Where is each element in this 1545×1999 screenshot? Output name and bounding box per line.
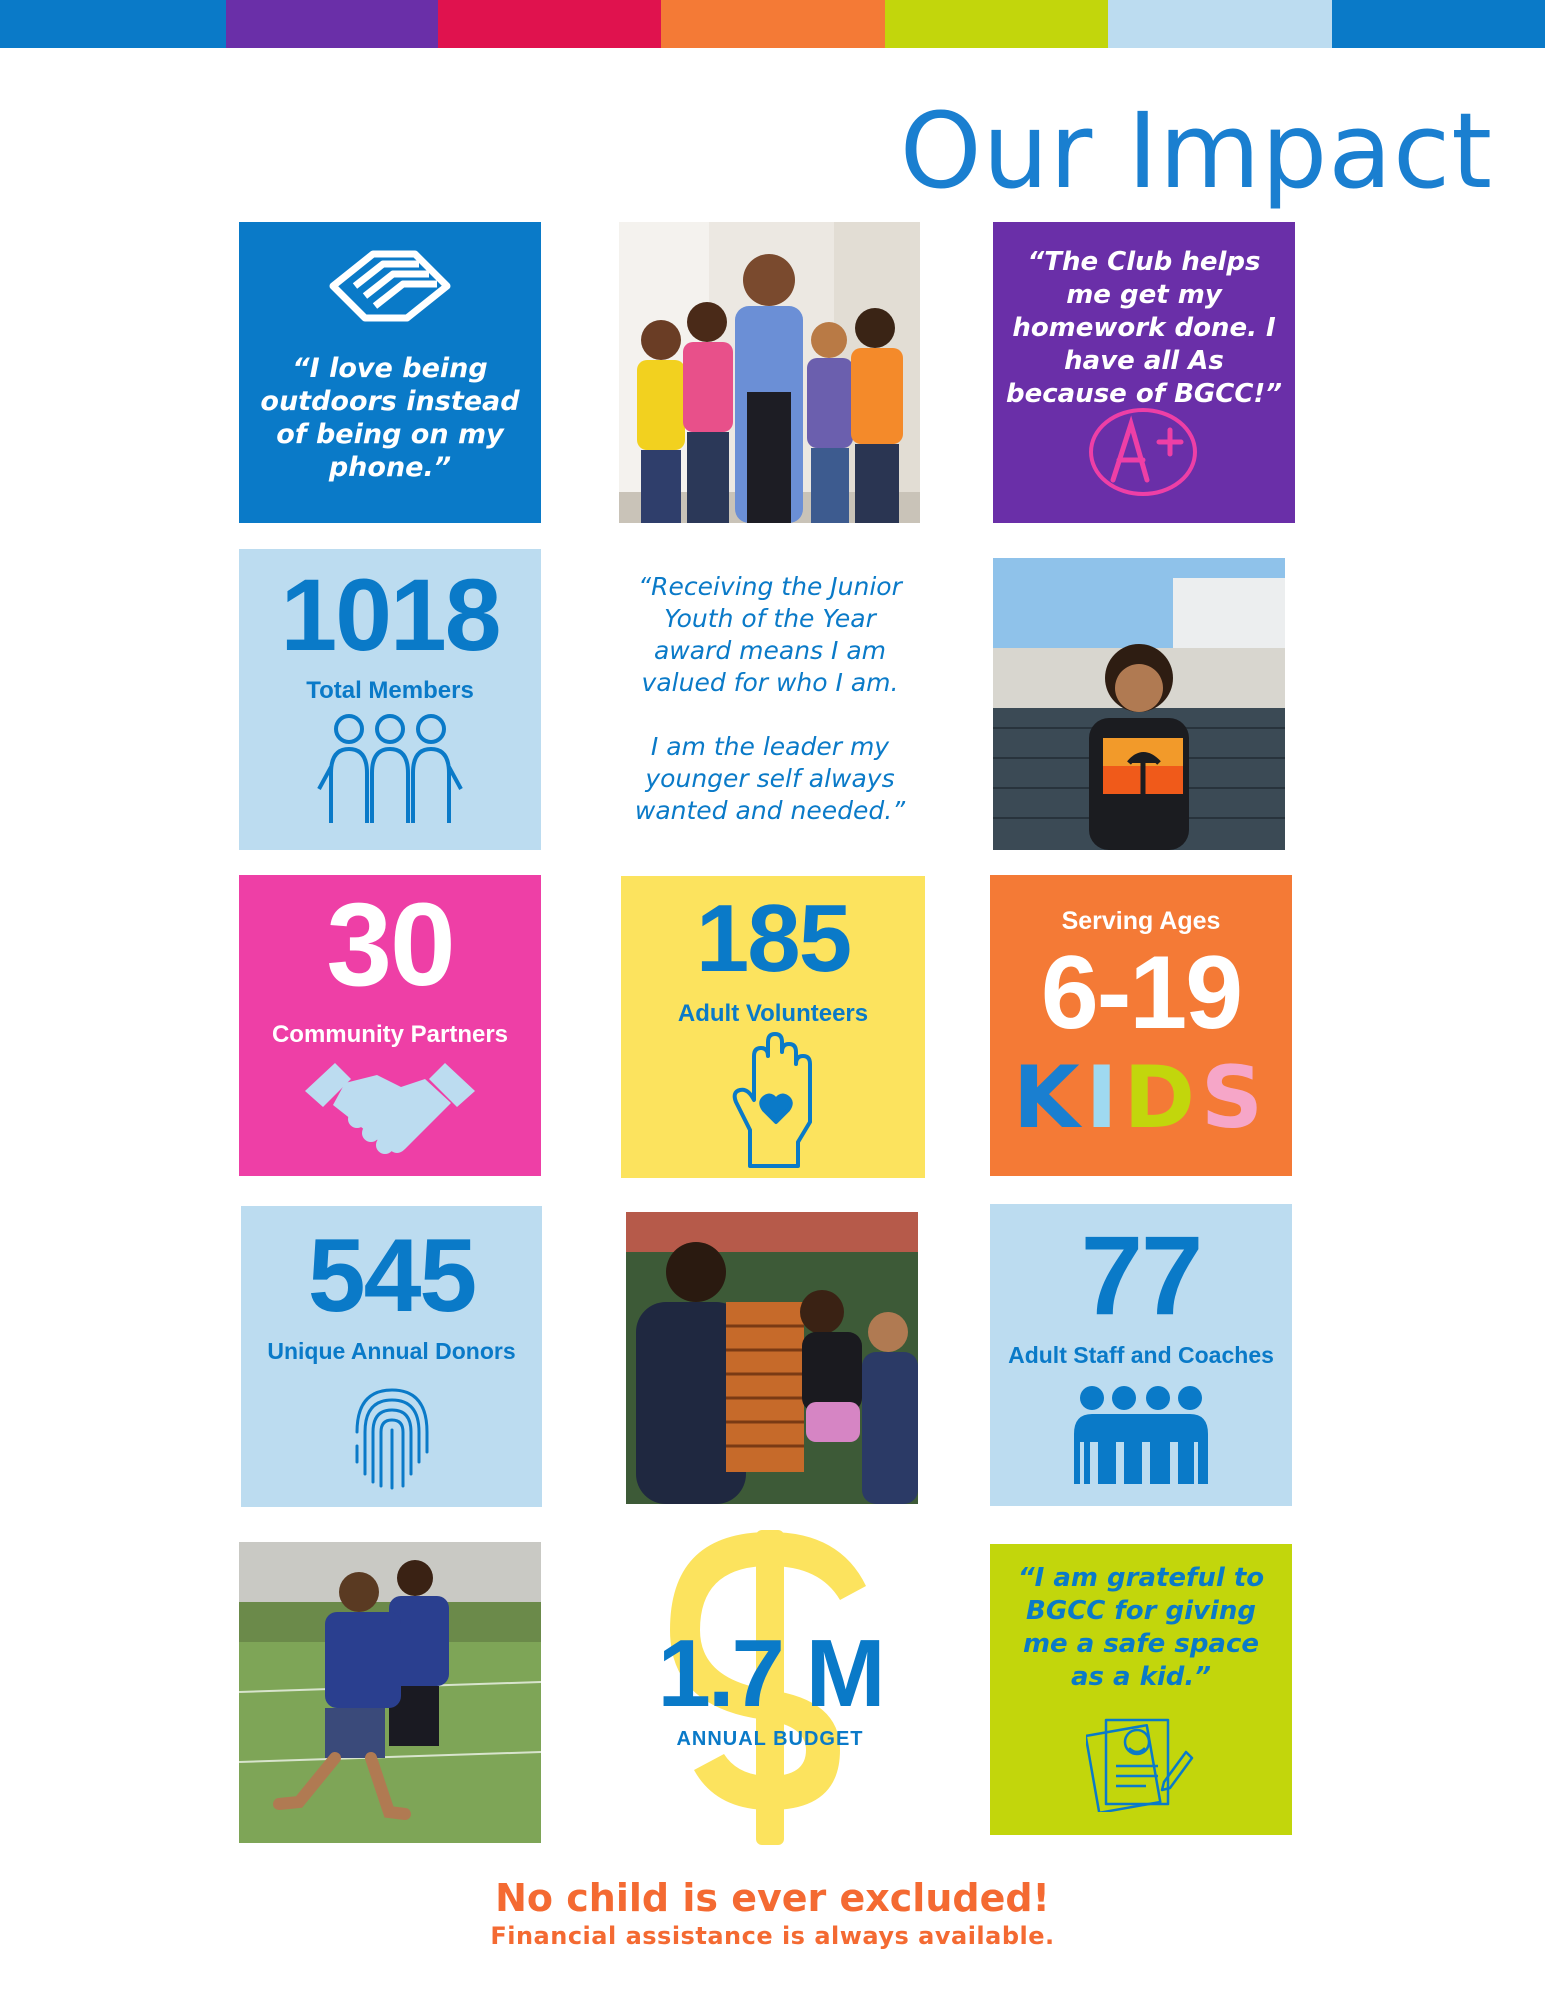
budget-value: 1.7 M: [657, 1620, 883, 1727]
stripe-light-blue: [1108, 0, 1332, 48]
kids-letter-d: D: [1123, 1048, 1202, 1148]
kids-letter-k: K: [1013, 1048, 1086, 1148]
stat-label: Adult Staff and Coaches: [1008, 1342, 1274, 1368]
budget-label: ANNUAL BUDGET: [676, 1728, 864, 1750]
clasped-hands-logo-icon: [325, 246, 455, 326]
stat-label: Unique Annual Donors: [267, 1338, 516, 1364]
quote-line-2: I am the leader my younger self always wanted and needed.”: [634, 732, 906, 825]
footer-subline: Financial assistance is always available.: [490, 1922, 1055, 1950]
three-people-icon: [315, 711, 465, 831]
quote-text: “The Club helps me get my homework done. I have all As because of BGCC!”: [1005, 247, 1283, 409]
tile-quote-homework: [993, 222, 1295, 523]
ages-value: 6-19: [1040, 935, 1242, 1051]
stripe-red: [438, 0, 661, 48]
stat-value: 77: [1080, 1213, 1202, 1338]
stripe-purple: [226, 0, 438, 48]
kids-letter-i: I: [1085, 1048, 1124, 1148]
four-people-icon: [1066, 1384, 1216, 1488]
stat-label: Adult Volunteers: [677, 1000, 869, 1027]
stat-value: 545: [307, 1218, 476, 1334]
handshake-icon: [305, 1053, 475, 1163]
tile-unique-donors: [241, 1206, 542, 1507]
stat-value: 185: [695, 885, 851, 992]
tile-total-members: [239, 549, 541, 850]
flag-football-photo: [239, 1542, 541, 1843]
stripe-orange: [661, 0, 885, 48]
stripe-blue: [0, 0, 226, 48]
tile-serving-ages: [990, 875, 1292, 1176]
quote-line-1: “Receiving the Junior Youth of the Year award means I am valued for who I am.: [638, 572, 902, 697]
hand-heart-icon: [728, 1030, 818, 1170]
kids-word: [990, 1048, 1292, 1148]
footer-headline: No child is ever excluded!: [495, 1876, 1050, 1920]
group-photo: [619, 222, 920, 523]
quote-text: “I love being outdoors instead of being on my phone.”: [260, 353, 520, 483]
ages-heading: Serving Ages: [1061, 907, 1221, 935]
tile-community-partners: [239, 875, 541, 1176]
tile-annual-budget: [619, 1530, 921, 1845]
fingerprint-icon: [347, 1382, 437, 1492]
stripe-blue-end: [1332, 0, 1545, 48]
stripe-lime: [885, 0, 1108, 48]
kids-playing-jenga-photo: [626, 1212, 918, 1504]
tile-adult-volunteers: [621, 876, 925, 1178]
page-title: Our Impact: [899, 90, 1493, 212]
stat-value: 30: [326, 879, 454, 1011]
quote-text: “I am grateful to BGCC for giving me a safe space as a kid.”: [1017, 1563, 1265, 1692]
kids-letter-s: S: [1201, 1048, 1269, 1148]
stat-label: Community Partners: [271, 1021, 509, 1048]
tile-quote-outdoors: [239, 222, 541, 523]
a-plus-grade-icon: [1085, 402, 1205, 502]
tile-quote-youth-of-year: [619, 549, 921, 850]
child-with-painting-photo: [993, 558, 1285, 850]
stat-label: Total Members: [306, 677, 474, 704]
tile-quote-safe-space: [990, 1544, 1292, 1835]
certificate-document-icon: [1086, 1712, 1196, 1812]
tile-adult-staff: [990, 1204, 1292, 1506]
stat-value: 1018: [280, 558, 500, 672]
